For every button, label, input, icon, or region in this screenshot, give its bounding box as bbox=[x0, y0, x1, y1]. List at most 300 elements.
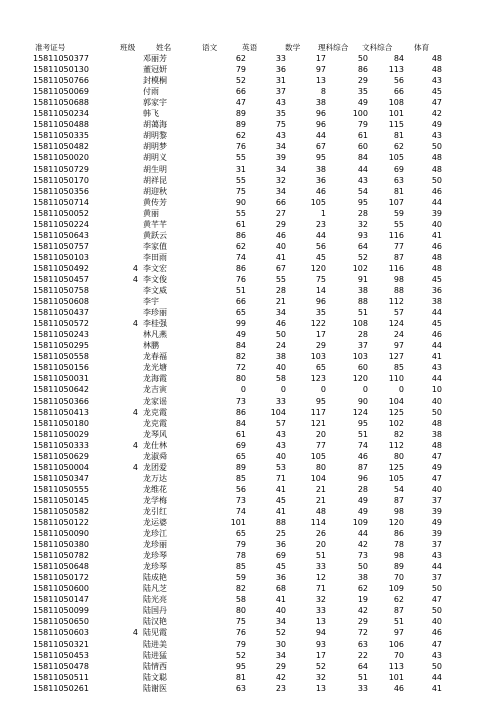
cell-math: 97 bbox=[315, 65, 326, 75]
cell-exam-id: 15811050558 bbox=[33, 352, 89, 362]
cell-chinese: 89 bbox=[235, 109, 246, 119]
cell-pe: 47 bbox=[431, 473, 442, 483]
cell-class: 4 bbox=[132, 274, 138, 284]
cell-name: 龙珍丽 bbox=[143, 540, 167, 550]
cell-english: 29 bbox=[275, 219, 286, 229]
cell-liberal-arts: 116 bbox=[388, 263, 404, 273]
cell-pe: 43 bbox=[431, 650, 442, 660]
cell-chinese: 86 bbox=[235, 230, 246, 240]
cell-math: 14 bbox=[315, 286, 326, 296]
cell-liberal-arts: 62 bbox=[393, 595, 404, 605]
cell-name: 林凡燕 bbox=[143, 330, 167, 340]
cell-english: 41 bbox=[275, 252, 286, 262]
cell-exam-id: 15811050714 bbox=[33, 197, 89, 207]
cell-liberal-arts: 62 bbox=[393, 142, 404, 152]
table-row bbox=[0, 175, 496, 186]
cell-exam-id: 15811050031 bbox=[33, 374, 89, 384]
cell-liberal-arts: 59 bbox=[393, 208, 404, 218]
cell-science: 50 bbox=[357, 562, 368, 572]
table-row bbox=[0, 241, 496, 252]
cell-pe: 45 bbox=[431, 87, 442, 97]
cell-pe: 44 bbox=[431, 308, 442, 318]
cell-exam-id: 15811050020 bbox=[33, 153, 89, 163]
table-row bbox=[0, 263, 496, 274]
cell-math: 46 bbox=[315, 186, 326, 196]
table-row bbox=[0, 362, 496, 373]
cell-pe: 43 bbox=[431, 363, 442, 373]
cell-english: 34 bbox=[275, 142, 286, 152]
cell-exam-id: 15811050122 bbox=[33, 518, 89, 528]
table-row bbox=[0, 86, 496, 97]
cell-name: 李文威 bbox=[143, 286, 167, 296]
cell-name: 付雨 bbox=[143, 87, 159, 97]
cell-exam-id: 15811050052 bbox=[33, 208, 89, 218]
cell-liberal-arts: 81 bbox=[393, 131, 404, 141]
cell-name: 龙吉寅 bbox=[143, 385, 167, 395]
cell-name: 龙维花 bbox=[143, 484, 167, 494]
cell-pe: 47 bbox=[431, 639, 442, 649]
table-row bbox=[0, 230, 496, 241]
cell-math: 77 bbox=[315, 440, 326, 450]
cell-exam-id: 15811050333 bbox=[33, 440, 89, 450]
cell-math: 20 bbox=[315, 540, 326, 550]
cell-science: 63 bbox=[357, 639, 368, 649]
cell-chinese: 65 bbox=[235, 529, 246, 539]
cell-exam-id: 15811050608 bbox=[33, 297, 89, 307]
table-row bbox=[0, 329, 496, 340]
cell-chinese: 81 bbox=[235, 672, 246, 682]
header-class: 班级 bbox=[120, 43, 136, 52]
cell-science: 96 bbox=[357, 473, 368, 483]
header-row bbox=[0, 42, 496, 53]
cell-english: 37 bbox=[275, 87, 286, 97]
cell-science: 28 bbox=[357, 330, 368, 340]
cell-exam-id: 15811050453 bbox=[33, 650, 89, 660]
table-row bbox=[0, 639, 496, 650]
cell-exam-id: 15811050758 bbox=[33, 286, 89, 296]
cell-name: 黄跃云 bbox=[143, 230, 167, 240]
cell-english: 88 bbox=[275, 518, 286, 528]
cell-math: 0 bbox=[320, 385, 326, 395]
cell-math: 13 bbox=[315, 76, 326, 86]
table-row bbox=[0, 462, 496, 473]
table-row bbox=[0, 528, 496, 539]
cell-exam-id: 15811050366 bbox=[33, 396, 89, 406]
cell-science: 74 bbox=[357, 440, 368, 450]
cell-pe: 37 bbox=[431, 540, 442, 550]
cell-liberal-arts: 120 bbox=[388, 518, 404, 528]
cell-liberal-arts: 124 bbox=[388, 319, 404, 329]
cell-science: 49 bbox=[357, 495, 368, 505]
cell-math: 21 bbox=[315, 484, 326, 494]
cell-math: 95 bbox=[315, 153, 326, 163]
cell-name: 胡明黎 bbox=[143, 131, 167, 141]
cell-english: 36 bbox=[275, 573, 286, 583]
cell-pe: 50 bbox=[431, 407, 442, 417]
cell-chinese: 79 bbox=[235, 639, 246, 649]
cell-name: 龙万达 bbox=[143, 473, 167, 483]
cell-name: 胡祥昆 bbox=[143, 175, 167, 185]
cell-pe: 40 bbox=[431, 484, 442, 494]
cell-science: 52 bbox=[357, 252, 368, 262]
cell-exam-id: 15811050457 bbox=[33, 274, 89, 284]
header-name: 姓名 bbox=[156, 43, 172, 52]
cell-name: 李桂强 bbox=[143, 319, 167, 329]
cell-liberal-arts: 116 bbox=[388, 230, 404, 240]
cell-science: 79 bbox=[357, 120, 368, 130]
cell-math: 96 bbox=[315, 120, 326, 130]
cell-class: 4 bbox=[132, 407, 138, 417]
cell-exam-id: 15811050172 bbox=[33, 573, 89, 583]
cell-class: 4 bbox=[132, 263, 138, 273]
cell-name: 李家值 bbox=[143, 241, 167, 251]
cell-math: 20 bbox=[315, 429, 326, 439]
cell-liberal-arts: 77 bbox=[393, 241, 404, 251]
cell-name: 龙淑舜 bbox=[143, 451, 167, 461]
cell-science: 42 bbox=[357, 606, 368, 616]
cell-liberal-arts: 89 bbox=[393, 562, 404, 572]
cell-name: 龙仕林 bbox=[143, 440, 167, 450]
cell-pe: 46 bbox=[431, 186, 442, 196]
cell-name: 陆国丹 bbox=[143, 606, 167, 616]
cell-name: 陆谢医 bbox=[143, 683, 167, 693]
cell-liberal-arts: 109 bbox=[388, 584, 404, 594]
cell-name: 龙运婆 bbox=[143, 518, 167, 528]
cell-math: 75 bbox=[315, 274, 326, 284]
cell-english: 23 bbox=[275, 683, 286, 693]
cell-science: 93 bbox=[357, 230, 368, 240]
cell-math: 17 bbox=[315, 330, 326, 340]
cell-liberal-arts: 81 bbox=[393, 186, 404, 196]
cell-liberal-arts: 106 bbox=[388, 639, 404, 649]
cell-liberal-arts: 70 bbox=[393, 650, 404, 660]
header-chinese: 语文 bbox=[202, 43, 218, 52]
cell-science: 91 bbox=[357, 274, 368, 284]
cell-math: 123 bbox=[310, 374, 326, 384]
cell-liberal-arts: 0 bbox=[398, 385, 404, 395]
cell-exam-id: 15811050156 bbox=[33, 363, 89, 373]
cell-chinese: 58 bbox=[235, 595, 246, 605]
cell-liberal-arts: 112 bbox=[388, 440, 404, 450]
cell-name: 陆成艳 bbox=[143, 573, 167, 583]
cell-pe: 49 bbox=[431, 518, 442, 528]
cell-english: 104 bbox=[270, 407, 286, 417]
table-row bbox=[0, 616, 496, 627]
cell-chinese: 51 bbox=[235, 286, 246, 296]
cell-chinese: 80 bbox=[235, 606, 246, 616]
table-row bbox=[0, 627, 496, 638]
cell-science: 46 bbox=[357, 451, 368, 461]
cell-chinese: 99 bbox=[235, 319, 246, 329]
cell-english: 68 bbox=[275, 584, 286, 594]
cell-pe: 50 bbox=[431, 584, 442, 594]
cell-science: 44 bbox=[357, 529, 368, 539]
cell-liberal-arts: 55 bbox=[393, 219, 404, 229]
table-row bbox=[0, 152, 496, 163]
cell-liberal-arts: 102 bbox=[388, 418, 404, 428]
cell-science: 19 bbox=[357, 595, 368, 605]
cell-science: 51 bbox=[357, 308, 368, 318]
cell-chinese: 82 bbox=[235, 352, 246, 362]
cell-english: 39 bbox=[275, 153, 286, 163]
cell-liberal-arts: 105 bbox=[388, 153, 404, 163]
cell-exam-id: 15811050643 bbox=[33, 230, 89, 240]
cell-chinese: 61 bbox=[235, 429, 246, 439]
cell-liberal-arts: 107 bbox=[388, 197, 404, 207]
cell-name: 韩飞 bbox=[143, 109, 159, 119]
cell-chinese: 86 bbox=[235, 263, 246, 273]
table-row bbox=[0, 396, 496, 407]
cell-english: 46 bbox=[275, 230, 286, 240]
table-row bbox=[0, 451, 496, 462]
cell-exam-id: 15811050180 bbox=[33, 418, 89, 428]
cell-chinese: 74 bbox=[235, 252, 246, 262]
cell-math: 93 bbox=[315, 639, 326, 649]
cell-chinese: 63 bbox=[235, 683, 246, 693]
cell-pe: 50 bbox=[431, 606, 442, 616]
cell-science: 49 bbox=[357, 506, 368, 516]
cell-name: 封模桐 bbox=[143, 76, 167, 86]
cell-name: 龙家谣 bbox=[143, 396, 167, 406]
cell-english: 34 bbox=[275, 186, 286, 196]
cell-class: 4 bbox=[132, 319, 138, 329]
cell-pe: 50 bbox=[431, 142, 442, 152]
cell-chinese: 62 bbox=[235, 54, 246, 64]
cell-english: 66 bbox=[275, 197, 286, 207]
cell-math: 32 bbox=[315, 672, 326, 682]
header-exam-id: 准考证号 bbox=[35, 43, 66, 52]
cell-liberal-arts: 87 bbox=[393, 495, 404, 505]
cell-math: 23 bbox=[315, 219, 326, 229]
cell-liberal-arts: 88 bbox=[393, 286, 404, 296]
cell-name: 董冠妍 bbox=[143, 65, 167, 75]
cell-liberal-arts: 86 bbox=[393, 529, 404, 539]
cell-pe: 48 bbox=[431, 263, 442, 273]
cell-chinese: 85 bbox=[235, 473, 246, 483]
cell-exam-id: 15811050029 bbox=[33, 429, 89, 439]
cell-liberal-arts: 113 bbox=[388, 65, 404, 75]
table-row bbox=[0, 53, 496, 64]
header-liberal-arts: 文科综合 bbox=[362, 43, 393, 52]
cell-liberal-arts: 54 bbox=[393, 484, 404, 494]
cell-liberal-arts: 84 bbox=[393, 54, 404, 64]
cell-liberal-arts: 112 bbox=[388, 297, 404, 307]
cell-science: 28 bbox=[357, 484, 368, 494]
cell-pe: 41 bbox=[431, 683, 442, 693]
cell-science: 51 bbox=[357, 672, 368, 682]
cell-pe: 47 bbox=[431, 595, 442, 605]
cell-liberal-arts: 101 bbox=[388, 109, 404, 119]
cell-science: 95 bbox=[357, 197, 368, 207]
cell-english: 41 bbox=[275, 595, 286, 605]
cell-exam-id: 15811050069 bbox=[33, 87, 89, 97]
cell-english: 42 bbox=[275, 672, 286, 682]
cell-math: 52 bbox=[315, 661, 326, 671]
cell-name: 林鹏 bbox=[143, 341, 159, 351]
cell-liberal-arts: 125 bbox=[388, 462, 404, 472]
table-row bbox=[0, 119, 496, 130]
table-row bbox=[0, 208, 496, 219]
cell-liberal-arts: 63 bbox=[393, 175, 404, 185]
cell-pe: 43 bbox=[431, 131, 442, 141]
cell-pe: 47 bbox=[431, 451, 442, 461]
cell-science: 33 bbox=[357, 683, 368, 693]
cell-class: 4 bbox=[132, 628, 138, 638]
table-row bbox=[0, 274, 496, 285]
cell-math: 26 bbox=[315, 529, 326, 539]
cell-name: 龙引红 bbox=[143, 506, 167, 516]
cell-exam-id: 15811050757 bbox=[33, 241, 89, 251]
cell-name: 陆文聪 bbox=[143, 672, 167, 682]
cell-chinese: 84 bbox=[235, 418, 246, 428]
cell-math: 33 bbox=[315, 606, 326, 616]
cell-english: 41 bbox=[275, 506, 286, 516]
cell-name: 陆凡芝 bbox=[143, 584, 167, 594]
table-row bbox=[0, 506, 496, 517]
cell-exam-id: 15811050600 bbox=[33, 584, 89, 594]
cell-english: 67 bbox=[275, 263, 286, 273]
cell-chinese: 79 bbox=[235, 540, 246, 550]
cell-chinese: 55 bbox=[235, 208, 246, 218]
cell-english: 29 bbox=[275, 661, 286, 671]
cell-english: 46 bbox=[275, 319, 286, 329]
cell-name: 胡蔼海 bbox=[143, 120, 167, 130]
cell-pe: 48 bbox=[431, 164, 442, 174]
cell-math: 114 bbox=[310, 518, 326, 528]
cell-science: 0 bbox=[362, 385, 368, 395]
cell-name: 陆进美 bbox=[143, 639, 167, 649]
cell-pe: 50 bbox=[431, 175, 442, 185]
cell-chinese: 86 bbox=[235, 407, 246, 417]
cell-pe: 40 bbox=[431, 396, 442, 406]
cell-name: 龙光塘 bbox=[143, 363, 167, 373]
table-row bbox=[0, 141, 496, 152]
table-row bbox=[0, 130, 496, 141]
cell-math: 17 bbox=[315, 54, 326, 64]
cell-math: 96 bbox=[315, 109, 326, 119]
cell-exam-id: 15811050492 bbox=[33, 263, 89, 273]
cell-name: 胡明义 bbox=[143, 153, 167, 163]
cell-liberal-arts: 98 bbox=[393, 551, 404, 561]
cell-exam-id: 15811050478 bbox=[33, 661, 89, 671]
table-row bbox=[0, 484, 496, 495]
cell-science: 100 bbox=[352, 109, 368, 119]
cell-name: 胡迎秋 bbox=[143, 186, 167, 196]
cell-pe: 45 bbox=[431, 319, 442, 329]
cell-liberal-arts: 46 bbox=[393, 683, 404, 693]
cell-english: 52 bbox=[275, 628, 286, 638]
cell-science: 87 bbox=[357, 462, 368, 472]
table-row bbox=[0, 219, 496, 230]
table-row bbox=[0, 594, 496, 605]
table-row bbox=[0, 572, 496, 583]
cell-exam-id: 15811050380 bbox=[33, 540, 89, 550]
cell-chinese: 47 bbox=[235, 98, 246, 108]
cell-exam-id: 15811050145 bbox=[33, 495, 89, 505]
cell-name: 黄传芳 bbox=[143, 197, 167, 207]
cell-liberal-arts: 57 bbox=[393, 308, 404, 318]
cell-liberal-arts: 115 bbox=[388, 120, 404, 130]
cell-english: 75 bbox=[275, 120, 286, 130]
table-row bbox=[0, 197, 496, 208]
cell-chinese: 0 bbox=[240, 385, 246, 395]
table-row bbox=[0, 75, 496, 86]
cell-exam-id: 15811050511 bbox=[33, 672, 89, 682]
cell-science: 29 bbox=[357, 76, 368, 86]
cell-name: 龙克霞 bbox=[143, 418, 167, 428]
cell-liberal-arts: 78 bbox=[393, 540, 404, 550]
cell-math: 13 bbox=[315, 683, 326, 693]
cell-chinese: 55 bbox=[235, 153, 246, 163]
table-row bbox=[0, 583, 496, 594]
cell-math: 65 bbox=[315, 363, 326, 373]
cell-chinese: 73 bbox=[235, 495, 246, 505]
cell-english: 69 bbox=[275, 551, 286, 561]
cell-pe: 44 bbox=[431, 562, 442, 572]
table-row bbox=[0, 340, 496, 351]
cell-english: 32 bbox=[275, 175, 286, 185]
table-row bbox=[0, 318, 496, 329]
cell-chinese: 90 bbox=[235, 197, 246, 207]
cell-english: 31 bbox=[275, 76, 286, 86]
cell-exam-id: 15811050243 bbox=[33, 330, 89, 340]
table-row bbox=[0, 661, 496, 672]
cell-pe: 40 bbox=[431, 617, 442, 627]
cell-exam-id: 15811050295 bbox=[33, 341, 89, 351]
table-row bbox=[0, 550, 496, 561]
cell-exam-id: 15811050688 bbox=[33, 98, 89, 108]
cell-pe: 42 bbox=[431, 109, 442, 119]
cell-math: 38 bbox=[315, 98, 326, 108]
table-row bbox=[0, 164, 496, 175]
cell-exam-id: 15811050488 bbox=[33, 120, 89, 130]
cell-math: 51 bbox=[315, 551, 326, 561]
cell-chinese: 65 bbox=[235, 451, 246, 461]
cell-science: 120 bbox=[352, 374, 368, 384]
cell-math: 44 bbox=[315, 230, 326, 240]
cell-english: 43 bbox=[275, 440, 286, 450]
table-row bbox=[0, 429, 496, 440]
cell-liberal-arts: 104 bbox=[388, 396, 404, 406]
cell-chinese: 56 bbox=[235, 484, 246, 494]
header-math: 数学 bbox=[285, 43, 301, 52]
cell-math: 105 bbox=[310, 451, 326, 461]
table-row bbox=[0, 186, 496, 197]
cell-chinese: 80 bbox=[235, 374, 246, 384]
cell-liberal-arts: 82 bbox=[393, 429, 404, 439]
cell-science: 90 bbox=[357, 396, 368, 406]
cell-liberal-arts: 125 bbox=[388, 407, 404, 417]
cell-chinese: 79 bbox=[235, 65, 246, 75]
cell-name: 龙琴风 bbox=[143, 429, 167, 439]
cell-pe: 41 bbox=[431, 230, 442, 240]
table-body bbox=[0, 53, 496, 694]
cell-name: 李田雨 bbox=[143, 252, 167, 262]
cell-name: 胡生明 bbox=[143, 164, 167, 174]
cell-science: 51 bbox=[357, 429, 368, 439]
cell-name: 陆汉艳 bbox=[143, 617, 167, 627]
cell-pe: 50 bbox=[431, 661, 442, 671]
cell-liberal-arts: 56 bbox=[393, 76, 404, 86]
cell-pe: 44 bbox=[431, 672, 442, 682]
cell-liberal-arts: 98 bbox=[393, 274, 404, 284]
cell-english: 34 bbox=[275, 617, 286, 627]
cell-exam-id: 15811050482 bbox=[33, 142, 89, 152]
cell-exam-id: 15811050335 bbox=[33, 131, 89, 141]
cell-math: 103 bbox=[310, 352, 326, 362]
cell-math: 67 bbox=[315, 142, 326, 152]
cell-class: 4 bbox=[132, 440, 138, 450]
